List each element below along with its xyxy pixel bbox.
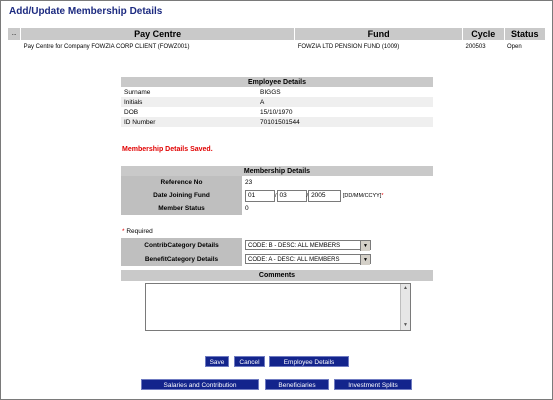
table-row [8, 40, 546, 53]
contrib-category-select[interactable] [245, 240, 371, 250]
date-format-hint: [DD/MM/CCYY] [342, 192, 382, 199]
page-title: Add/Update Membership Details [9, 6, 163, 17]
chevron-down-icon[interactable]: ▼ [360, 255, 370, 265]
benefit-category-select[interactable] [245, 254, 371, 264]
beneficiaries-button[interactable]: Beneficiaries [265, 379, 329, 390]
employee-details-button[interactable]: Employee Details [269, 356, 349, 367]
expand-column-header[interactable]: ... [8, 28, 21, 40]
member-status-label: Member Status [121, 202, 242, 215]
comments-textarea[interactable] [145, 283, 411, 331]
date-joining-fund-label: Date Joining Fund [121, 189, 242, 202]
employee-details-title: Employee Details [121, 77, 433, 87]
contrib-category-selected: CODE: B - DESC: ALL MEMBERS [248, 243, 341, 249]
required-star: * [122, 228, 125, 235]
pay-centre-table [8, 28, 546, 53]
reference-no-value: 23 [242, 176, 433, 189]
status-message: Membership Details Saved. [122, 146, 213, 153]
cycle-cell: 200503 [465, 43, 486, 50]
required-marker: * [381, 192, 384, 199]
scroll-up-icon[interactable]: ▲ [403, 285, 408, 291]
day-input[interactable]: 01 [245, 190, 275, 202]
employee-details-panel [121, 77, 433, 127]
table-row [121, 252, 433, 266]
contrib-category-label: ContribCategory Details [121, 238, 242, 252]
id-number-label: ID Number [121, 117, 257, 127]
benefit-category-label: BenefitCategory Details [121, 252, 242, 266]
table-row [121, 176, 433, 189]
save-button[interactable]: Save [205, 356, 229, 367]
membership-details-title: Membership Details [121, 166, 433, 176]
pay-centre-cell: Pay Centre for Company FOWZIA CORP CLIENT (FOWZ001) [23, 43, 190, 50]
table-row [121, 238, 433, 252]
initials-label: Initials [121, 97, 257, 107]
cancel-button[interactable]: Cancel [234, 356, 265, 367]
initials-value: A [257, 97, 433, 107]
dob-value: 15/10/1970 [257, 107, 433, 117]
table-row [121, 189, 433, 202]
surname-value: BIGGS [257, 87, 433, 97]
member-status-value: 0 [242, 202, 433, 215]
scroll-down-icon[interactable]: ▼ [403, 322, 408, 328]
date-joining-fund-field [242, 189, 433, 202]
fund-column-header: Fund [295, 28, 463, 40]
status-column-header: Status [504, 28, 546, 40]
investment-splits-button[interactable]: Investment Splits [334, 379, 412, 390]
status-cell: Open [507, 43, 522, 50]
required-note [122, 228, 153, 235]
dob-label: DOB [121, 107, 257, 117]
fund-cell: FOWZIA LTD PENSION FUND (1009) [297, 43, 400, 50]
pay-centre-column-header: Pay Centre [21, 28, 295, 40]
comments-scrollbar[interactable] [400, 284, 410, 330]
year-input[interactable]: 2005 [308, 190, 341, 202]
benefit-category-selected: CODE: A - DESC: ALL MEMBERS [248, 257, 340, 263]
reference-no-label: Reference No [121, 176, 242, 189]
required-text: Required [124, 228, 153, 235]
comments-title: Comments [121, 270, 433, 281]
id-number-value: 70101501544 [257, 117, 433, 127]
table-row [121, 107, 433, 117]
table-row [121, 117, 433, 127]
table-row [121, 97, 433, 107]
table-row [121, 202, 433, 215]
category-details-panel [121, 238, 433, 266]
chevron-down-icon[interactable]: ▼ [360, 241, 370, 251]
membership-details-panel [121, 166, 433, 215]
salaries-and-contribution-button[interactable]: Salaries and Contribution [141, 379, 259, 390]
table-row [121, 87, 433, 97]
month-input[interactable]: 03 [277, 190, 307, 202]
cycle-column-header: Cycle [463, 28, 504, 40]
surname-label: Surname [121, 87, 257, 97]
